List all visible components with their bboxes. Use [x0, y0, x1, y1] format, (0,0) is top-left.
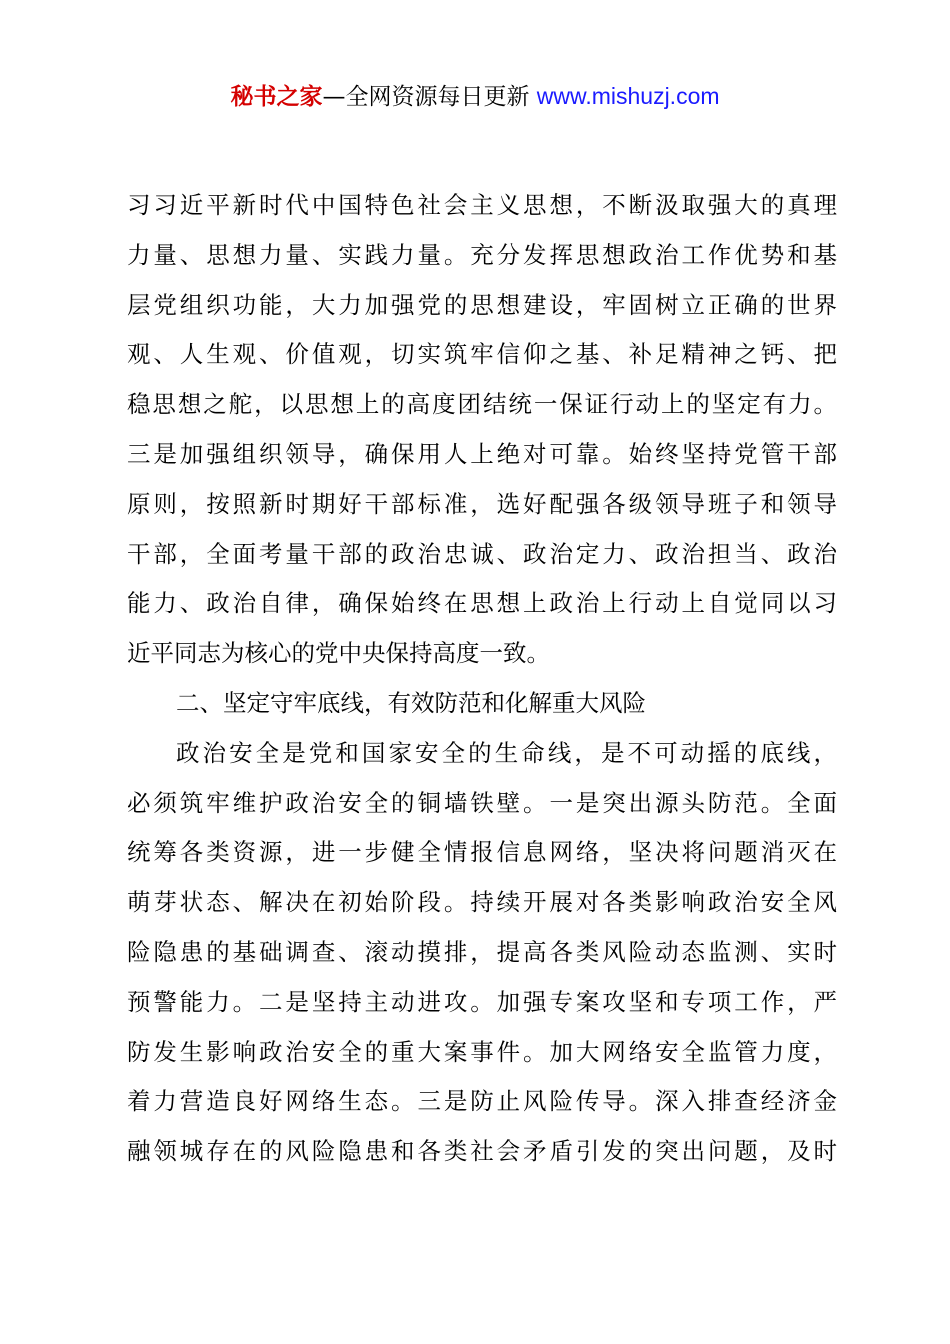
site-brand: 秘书之家 — [230, 84, 323, 110]
text-line: 干部，全面考量干部的政治忠诚、政治定力、政治担当、政治 — [127, 539, 837, 568]
document-body — [127, 181, 837, 1177]
site-url-link[interactable]: www.mishuzj.com — [536, 83, 720, 109]
text-line: 融领城存在的风险隐患和各类社会矛盾引发的突出问题，及时 — [127, 1137, 837, 1166]
text-line: 能力、政治自律，确保始终在思想上政治上行动上自觉同以习 — [127, 589, 837, 618]
page-header — [0, 80, 950, 113]
text-line: 政治安全是党和国家安全的生命线，是不可动摇的底线， — [176, 738, 837, 767]
text-line: 三是加强组织领导，确保用人上绝对可靠。始终坚持党管干部 — [127, 439, 837, 468]
text-line: 统筹各类资源，进一步健全情报信息网络，坚决将问题消灭在 — [127, 838, 837, 867]
text-line: 层党组织功能，大力加强党的思想建设，牢固树立正确的世界 — [127, 290, 837, 319]
text-line: 必须筑牢维护政治安全的铜墙铁壁。一是突出源头防范。全面 — [127, 788, 837, 817]
site-tagline: —全网资源每日更新 — [322, 84, 537, 110]
section-heading: 二、坚定守牢底线，有效防范和化解重大风险 — [176, 688, 646, 717]
text-line: 原则，按照新时期好干部标准，选好配强各级领导班子和领导 — [127, 489, 837, 518]
text-line: 萌芽状态、解决在初始阶段。持续开展对各类影响政治安全风 — [127, 888, 837, 917]
text-line: 预警能力。二是坚持主动进攻。加强专案攻坚和专项工作，严 — [127, 987, 837, 1016]
text-line: 着力营造良好网络生态。三是防止风险传导。深入排查经济金 — [127, 1087, 837, 1116]
text-line: 力量、思想力量、实践力量。充分发挥思想政治工作优势和基 — [127, 240, 837, 269]
text-line: 近平同志为核心的党中央保持高度一致。 — [127, 639, 550, 668]
text-line: 习习近平新时代中国特色社会主义思想，不断汲取强大的真理 — [127, 191, 837, 219]
text-line: 稳思想之舵，以思想上的高度团结统一保证行动上的坚定有力。 — [127, 390, 837, 419]
text-line: 观、人生观、价值观，切实筑牢信仰之基、补足精神之钙、把 — [127, 340, 837, 369]
text-line: 防发生影响政治安全的重大案事件。加大网络安全监管力度， — [127, 1037, 837, 1066]
text-line: 险隐患的基础调查、滚动摸排，提高各类风险动态监测、实时 — [127, 937, 837, 966]
